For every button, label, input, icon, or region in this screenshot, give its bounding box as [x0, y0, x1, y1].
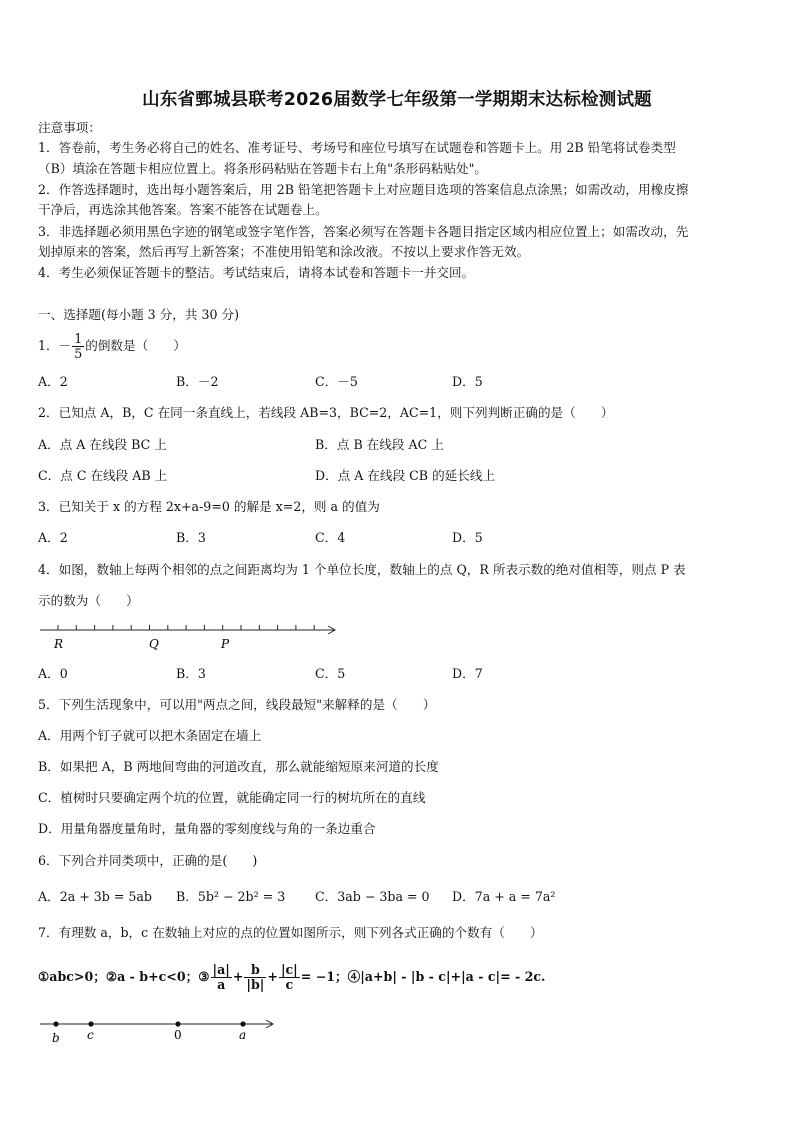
- q7-point-0: [175, 1021, 180, 1026]
- q5-option-c[interactable]: C．植树时只要确定两个坑的位置，就能确定同一行的树坑所在的直线: [38, 790, 426, 805]
- q1-option-c[interactable]: C．－5: [315, 374, 358, 389]
- notice-line-5: 3．非选择题必须用黑色字迹的钢笔或签字笔作答，答案必须写在答题卡各题目指定区域内相应位置上；如需改动，先: [38, 224, 689, 239]
- q7-frac-1-den: a: [217, 977, 226, 992]
- q3-option-b[interactable]: B．3: [176, 530, 206, 545]
- q2-option-c[interactable]: C．点 C 在线段 AB 上: [38, 468, 168, 483]
- q2-option-d[interactable]: D．点 A 在线段 CB 的延长线上: [315, 468, 496, 483]
- q7-statements: ①abc>0；②a - b+c<0；③ $\frac{|a|}{a}$ + $\frac{b}{|b|}$ + $\frac{|c|}{c}$ = −1；④|a+b| - |b - c|+|a - c|= - 2c.: [38, 962, 546, 992]
- question-1: [38, 329, 186, 363]
- question-2: 2．已知点 A，B，C 在同一条直线上，若线段 AB=3，BC=2，AC=1，则下列判断正确的是（ ）: [38, 405, 614, 420]
- q6-option-b[interactable]: B．5b² − 2b² = 3: [176, 889, 286, 904]
- q1-suffix: 的倒数是（ ）: [85, 338, 186, 353]
- question-5: 5．下列生活现象中，可以用"两点之间，线段最短"来解释的是（ ）: [38, 697, 436, 712]
- notice-line-1: 1．答卷前，考生务必将自己的姓名、准考证号、考场号和座位号填写在试题卷和答题卡上。用 2B 铅笔将试卷类型: [38, 140, 676, 155]
- question-3: 3．已知关于 x 的方程 2x+a-9=0 的解是 x=2，则 a 的值为: [38, 499, 380, 514]
- q5-option-b[interactable]: B．如果把 A，B 两地间弯曲的河道改直，那么就能缩短原来河道的长度: [38, 759, 439, 774]
- q2-option-a[interactable]: A．点 A 在线段 BC 上: [38, 437, 167, 452]
- q4-ticks: [58, 625, 314, 630]
- q7-frac-3-den: c: [285, 977, 294, 992]
- q4-option-a[interactable]: A．0: [38, 666, 68, 681]
- q7-point-b: [53, 1021, 58, 1026]
- q7-frac-1: [211, 963, 232, 992]
- q4-number-line: [36, 618, 342, 654]
- section-heading: 一、选择题(每小题 3 分，共 30 分): [38, 307, 240, 322]
- q7-point-c: [88, 1021, 93, 1026]
- q2-option-b[interactable]: B．点 B 在线段 AC 上: [315, 437, 444, 452]
- q6-option-a[interactable]: A．2a + 3b = 5ab: [38, 889, 152, 904]
- notice-line-6: 划掉原来的答案，然后再写上新答案；不准使用铅笔和涂改液。不按以上要求作答无效。: [38, 244, 530, 259]
- q1-fraction: [72, 332, 84, 361]
- q7-frac-3-num: |c|: [280, 962, 298, 977]
- q7-statement-part1: ①abc>0；②a - b+c<0；③: [38, 969, 210, 984]
- question-6: 6．下列合并同类项中，正确的是( ): [38, 853, 258, 868]
- q4-option-b[interactable]: B．3: [176, 666, 206, 681]
- question-4-line-1: 4．如图，数轴上每两个相邻的点之间距离均为 1 个单位长度，数轴上的点 Q，R 所表示数的绝对值相等，则点 P 表: [38, 562, 686, 577]
- notice-heading: 注意事项：: [38, 120, 101, 135]
- q5-option-d[interactable]: D．用量角器度量角时，量角器的零刻度线与角的一条边重合: [38, 821, 376, 836]
- notice-line-4: 干净后，再选涂其他答案。答案不能答在试题卷上。: [38, 202, 328, 217]
- q4-option-d[interactable]: D．7: [452, 666, 483, 681]
- q5-option-a[interactable]: A．用两个钉子就可以把木条固定在墙上: [38, 728, 262, 743]
- q7-frac-2-den: |b|: [246, 977, 265, 992]
- q1-option-d[interactable]: D．5: [452, 374, 483, 389]
- q1-option-a[interactable]: A．2: [38, 374, 68, 389]
- q4-label-q: Q: [149, 637, 159, 651]
- notice-line-3: 2．作答选择题时，选出每小题答案后，用 2B 铅笔把答题卡上对应题目选项的答案信息点涂黑；如需改动，用橡皮擦: [38, 182, 689, 197]
- q7-label-a: a: [239, 1028, 247, 1042]
- q7-label-b: b: [52, 1031, 60, 1045]
- q7-frac-3: [279, 963, 300, 992]
- q7-frac-2: [244, 963, 266, 992]
- q3-option-d[interactable]: D．5: [452, 530, 483, 545]
- notice-line-7: 4．考生必须保证答题卡的整洁。考试结束后，请将本试卷和答题卡一并交回。: [38, 265, 475, 280]
- q4-option-c[interactable]: C．5: [315, 666, 346, 681]
- q1-frac-num: 1: [74, 331, 83, 346]
- q7-label-0: 0: [174, 1028, 182, 1042]
- q3-option-c[interactable]: C．4: [315, 530, 346, 545]
- q6-option-d[interactable]: D．7a + a = 7a²: [452, 889, 556, 904]
- q4-label-r: R: [54, 637, 64, 651]
- q1-option-b[interactable]: B．－2: [176, 374, 219, 389]
- q4-label-p: P: [221, 637, 230, 651]
- q7-point-a: [240, 1021, 245, 1026]
- page-title: 山东省鄄城县联考2026届数学七年级第一学期期末达标检测试题: [142, 90, 652, 110]
- q1-frac-den: 5: [74, 346, 83, 361]
- q7-frac-1-num: |a|: [212, 962, 230, 977]
- q7-number-line: [36, 1012, 280, 1046]
- q7-label-c: c: [87, 1028, 94, 1042]
- question-4-line-2: 示的数为（ ）: [38, 593, 139, 608]
- q7-frac-2-num: b: [244, 963, 266, 978]
- question-7: 7．有理数 a，b，c 在数轴上对应的点的位置如图所示，则下列各式正确的个数有（ ）: [38, 925, 543, 940]
- q1-prefix: 1．－: [38, 338, 72, 353]
- q6-option-c[interactable]: C．3ab − 3ba = 0: [315, 889, 430, 904]
- q7-statement-part2: = −1；④|a+b| - |b - c|+|a - c|= - 2c.: [300, 969, 546, 984]
- notice-line-2: （B）填涂在答题卡相应位置上。将条形码粘贴在答题卡右上角"条形码粘贴处"。: [38, 161, 488, 176]
- q3-option-a[interactable]: A．2: [38, 530, 68, 545]
